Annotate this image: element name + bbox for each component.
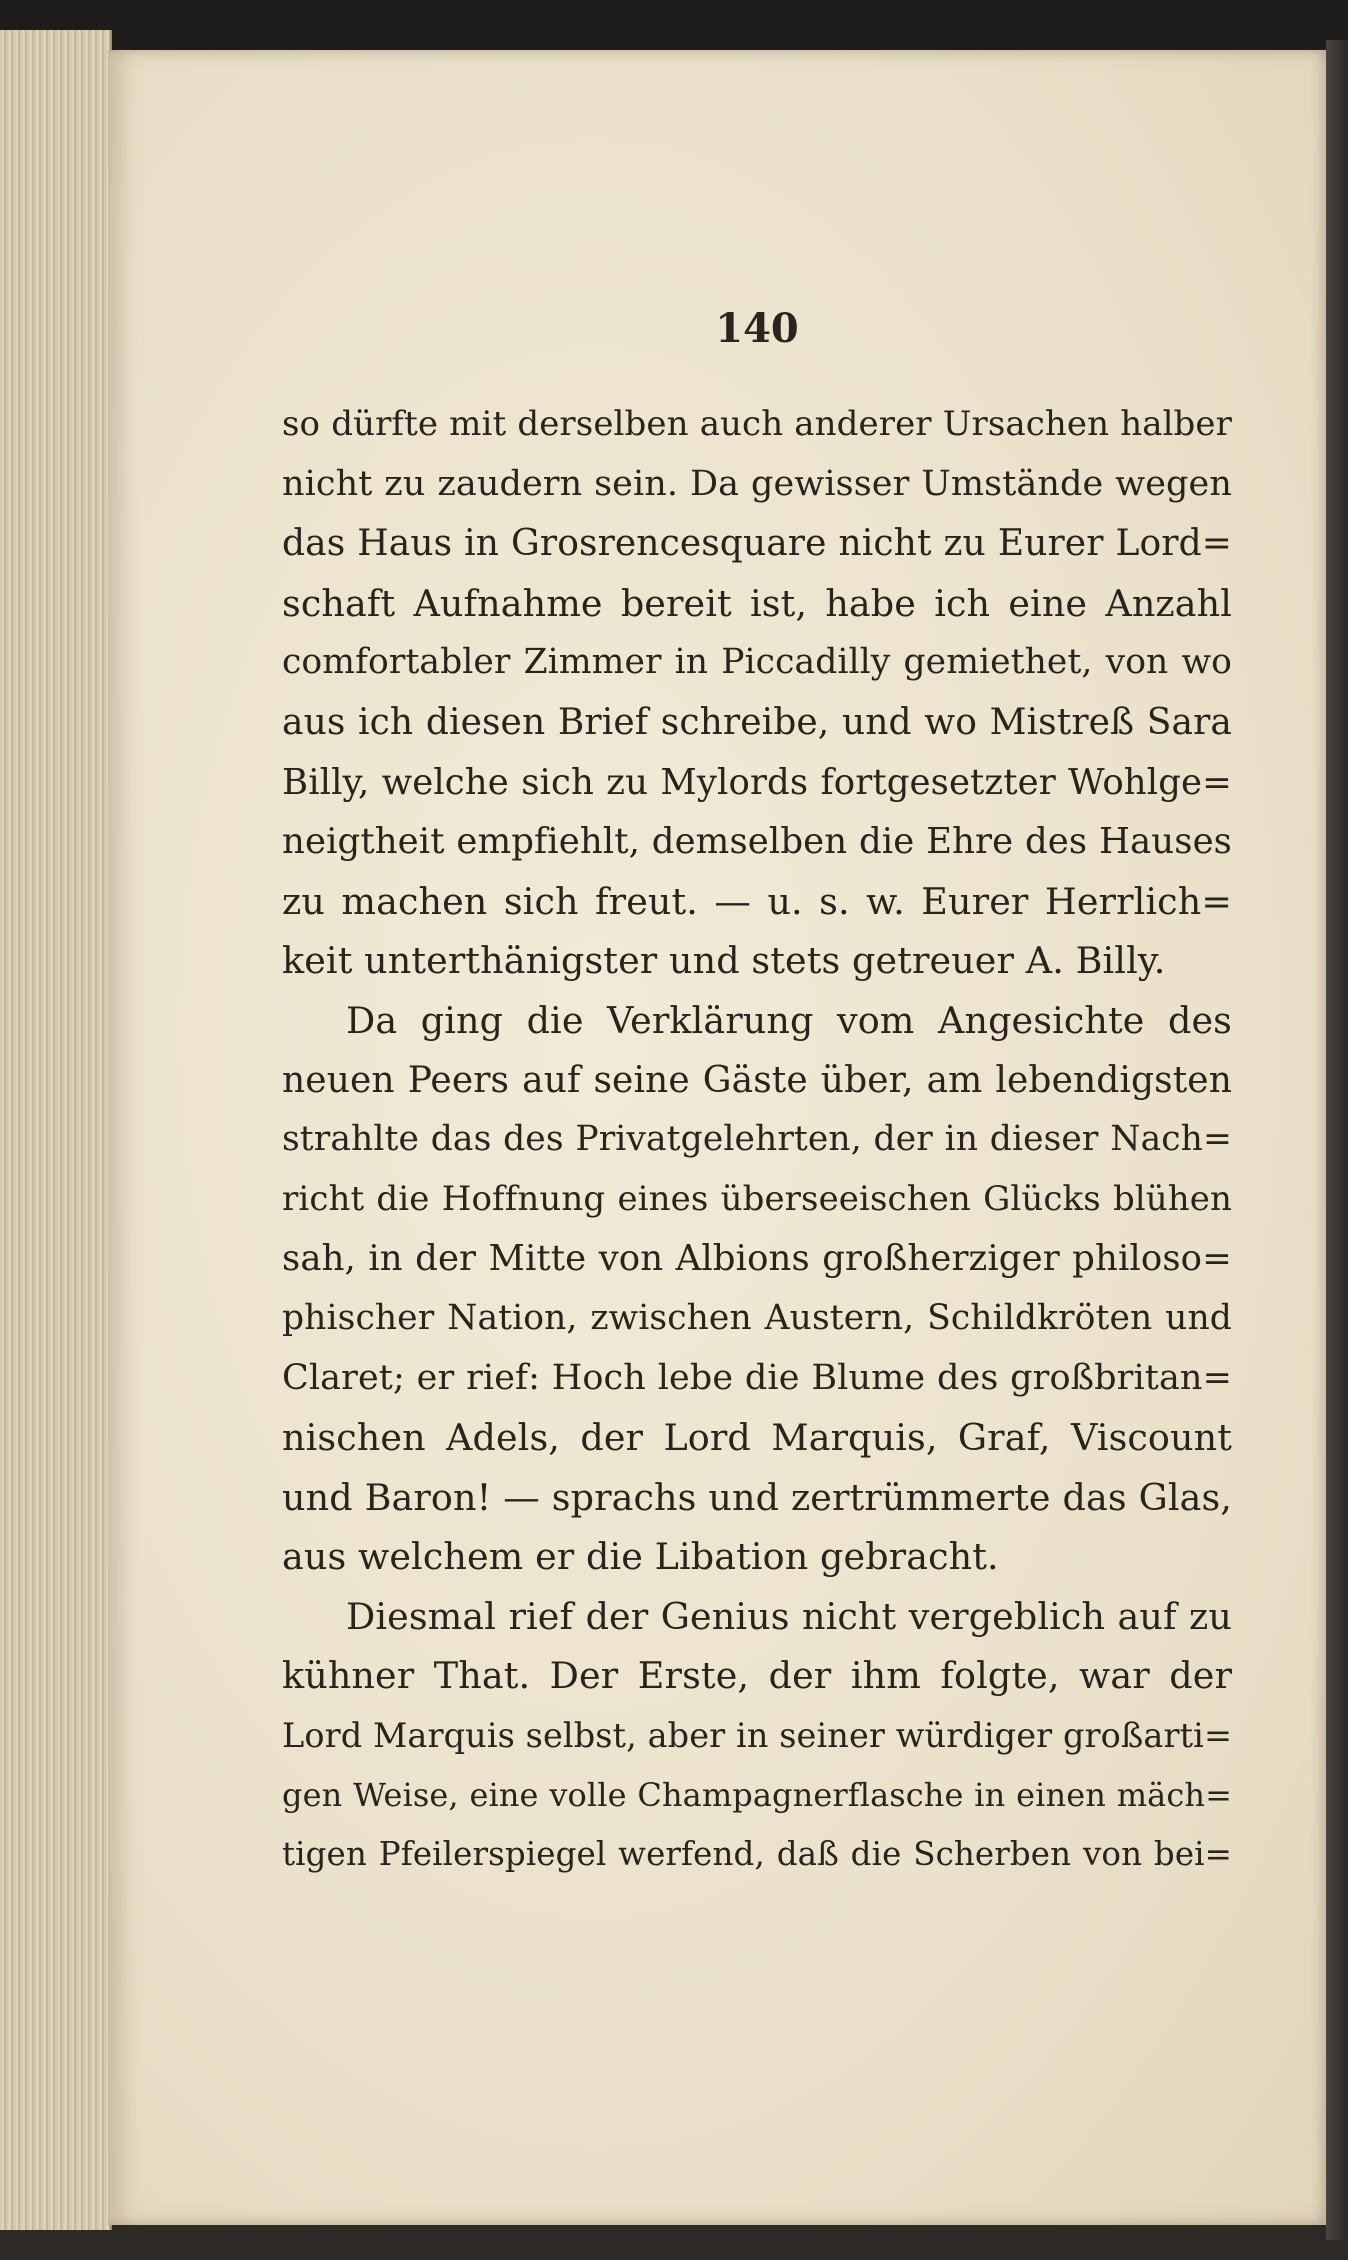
text-line: zu machen sich freut. — u. s. w. Eurer Herrlich= (282, 879, 1232, 923)
text-line: Claret; er rief: Hoch lebe die Blume des großbritan= (282, 1357, 1232, 1398)
text-line: das Haus in Grosrencesquare nicht zu Eurer Lord= (282, 523, 1232, 565)
paragraph (282, 991, 1232, 1587)
binding-edge (1326, 40, 1348, 2240)
paragraph (282, 395, 1232, 991)
text-line: tigen Pfeilerspiegel werfend, daß die Scherben von bei= (282, 1835, 1232, 1874)
text-line: strahlte das des Privatgelehrten, der in dieser Nach= (282, 1119, 1232, 1160)
text-line: keit unterthänigster und stets getreuer A. Billy. (282, 939, 1166, 983)
text-line: phischer Nation, zwischen Austern, Schildkröten und (282, 1297, 1232, 1338)
text-line: Billy, welche sich zu Mylords fortgesetzter Wohlge= (282, 761, 1232, 803)
text-line: neigtheit empfiehlt, demselben die Ehre des Hauses (282, 821, 1232, 863)
text-line: neuen Peers auf seine Gäste über, am lebendigsten (282, 1059, 1232, 1101)
text-line: comfortabler Zimmer in Piccadilly gemiethet, von wo (282, 642, 1232, 683)
text-line: richt die Hoffnung eines überseeischen Glücks blühen (282, 1178, 1232, 1219)
text-line: aus welchem er die Libation gebracht. (282, 1535, 999, 1579)
text-line: und Baron! — sprachs und zertrümmerte das Glas, (282, 1475, 1232, 1519)
text-line: schaft Aufnahme bereit ist, habe ich eine Anzahl (282, 581, 1232, 625)
text-line: nicht zu zaudern sein. Da gewisser Umstände wegen (282, 463, 1232, 504)
text-line: gen Weise, eine volle Champagnerflasche in einen mäch= (282, 1775, 1232, 1814)
text-line: Diesmal rief der Genius nicht vergeblich auf zu (346, 1594, 1232, 1638)
text-line: nischen Adels, der Lord Marquis, Graf, Viscount (282, 1416, 1232, 1460)
page-number: 140 (715, 305, 799, 352)
text-line: Lord Marquis selbst, aber in seiner würdiger großarti= (282, 1716, 1233, 1756)
page-edges (0, 30, 112, 2230)
text-line: Da ging die Verklärung vom Angesichte des (346, 998, 1232, 1042)
text-line: sah, in der Mitte von Albions großherziger philoso= (282, 1238, 1232, 1280)
text-line: aus ich diesen Brief schreibe, und wo Mistreß Sara (282, 701, 1232, 743)
paragraph (282, 1587, 1232, 1885)
text-line: kühner That. Der Erste, der ihm folgte, war der (282, 1654, 1232, 1698)
text-line: so dürfte mit derselben auch anderer Ursachen halber (282, 404, 1232, 444)
body-text (282, 395, 1232, 1885)
